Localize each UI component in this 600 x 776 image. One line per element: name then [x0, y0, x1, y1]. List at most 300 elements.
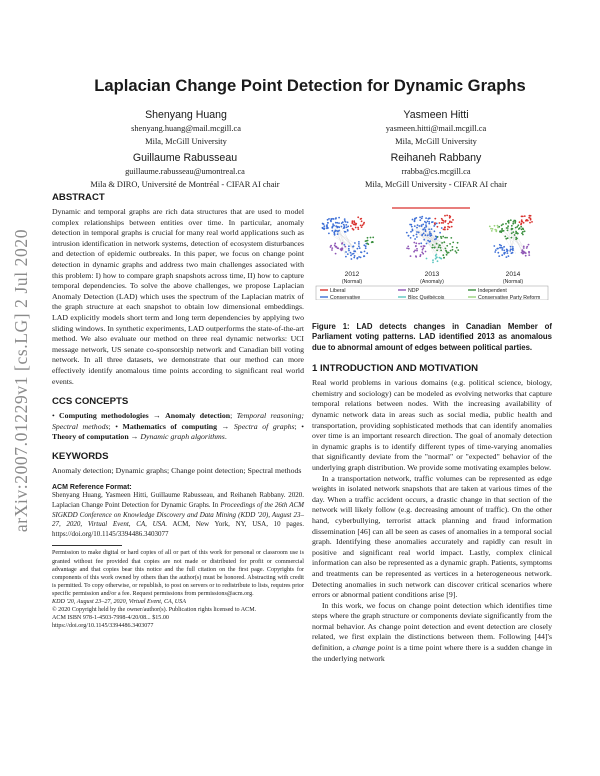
- network-node: [434, 223, 436, 225]
- network-node: [335, 225, 337, 227]
- author-affiliation: Mila, McGill University: [395, 137, 477, 146]
- network-node: [415, 256, 417, 258]
- network-node: [496, 229, 498, 231]
- venue-line: KDD '20, August 23–27, 2020, Virtual Event, CA, USA: [52, 599, 186, 605]
- network-node: [498, 255, 500, 257]
- network-node: [446, 237, 448, 239]
- network-node: [358, 241, 360, 243]
- network-node: [429, 231, 431, 233]
- network-node: [353, 245, 355, 247]
- network-node: [443, 257, 445, 259]
- network-node: [432, 244, 434, 246]
- network-node: [456, 247, 458, 249]
- network-node: [491, 230, 493, 232]
- figure-caption: Figure 1: LAD detects changes in Canadian Member of Parliament voting patterns. LAD identified 2013 as anomalous due to abnormal amount of edges between political parties.: [312, 322, 552, 352]
- network-node: [441, 227, 443, 229]
- network-node: [517, 233, 519, 235]
- network-node: [340, 248, 342, 250]
- network-node: [343, 224, 345, 226]
- network-node: [334, 234, 336, 236]
- network-node: [522, 228, 524, 230]
- network-node: [497, 252, 499, 254]
- network-node: [524, 215, 526, 217]
- network-node: [338, 226, 340, 228]
- network-node: [511, 232, 513, 234]
- network-node: [416, 248, 418, 250]
- network-node: [444, 237, 446, 239]
- network-node: [456, 252, 458, 254]
- network-node: [421, 234, 423, 236]
- right-column: [312, 322, 552, 664]
- ccs-bold2: Anomaly detection: [165, 411, 231, 421]
- network-node: [447, 223, 449, 225]
- network-node: [345, 224, 347, 226]
- copyright-line: © 2020 Copyright held by the owner/author(s). Publication rights licensed to ACM.: [52, 607, 257, 614]
- network-node: [510, 246, 512, 248]
- network-node: [436, 257, 438, 259]
- network-node: [372, 237, 374, 239]
- network-node: [367, 237, 369, 239]
- network-node: [353, 229, 355, 231]
- network-node: [512, 223, 514, 225]
- network-node: [343, 244, 345, 246]
- year-sublabel-2014: (Normal): [502, 279, 524, 285]
- network-node: [341, 243, 343, 245]
- network-node: [507, 250, 509, 252]
- network-node: [528, 217, 530, 219]
- network-node: [328, 233, 330, 235]
- author-block: [56, 109, 316, 148]
- network-node: [323, 225, 325, 227]
- network-node: [358, 243, 360, 245]
- network-node: [419, 216, 421, 218]
- ref-plain: Shenyang Huang, Yasmeen Hitti, Guillaume Rabusseau, and Reihaneh Rabbany. 2020. Laplacian Change Point Detection for Dynamic Graphs. In: [52, 491, 304, 510]
- network-node: [440, 250, 442, 252]
- network-node: [510, 248, 512, 250]
- author-name: Reihaneh Rabbany: [390, 152, 482, 164]
- network-node: [452, 246, 454, 248]
- network-node: [357, 216, 359, 218]
- network-node: [350, 252, 352, 254]
- network-node: [407, 246, 409, 248]
- network-node: [416, 231, 418, 233]
- network-node: [326, 225, 328, 227]
- left-column: [52, 192, 304, 630]
- network-node: [452, 249, 454, 251]
- author-email[interactable]: guillaume.rabusseau@umontreal.ca: [125, 167, 245, 176]
- network-node: [528, 251, 530, 253]
- network-node: [424, 227, 426, 229]
- network-node: [528, 244, 530, 246]
- network-node: [425, 234, 427, 236]
- network-node: [510, 219, 512, 221]
- network-node: [353, 250, 355, 252]
- year-label-2014: 2014: [505, 271, 521, 278]
- network-node: [502, 247, 504, 249]
- network-node: [347, 221, 349, 223]
- legend-liberal: Liberal: [330, 288, 346, 294]
- network-node: [335, 246, 337, 248]
- network-node: [366, 243, 368, 245]
- network-node: [497, 225, 499, 227]
- network-node: [427, 234, 429, 236]
- network-node: [423, 245, 425, 247]
- network-node: [441, 218, 443, 220]
- network-node: [423, 233, 425, 235]
- network-node: [418, 243, 420, 245]
- ccs-main: Theory of computation: [52, 432, 129, 442]
- ccs-arrow: →: [148, 411, 166, 421]
- network-node: [511, 225, 513, 227]
- network-node: [352, 220, 354, 222]
- network-node: [421, 224, 423, 226]
- network-node: [524, 230, 526, 232]
- network-node: [347, 229, 349, 231]
- network-node: [494, 251, 496, 253]
- network-node: [515, 238, 517, 240]
- network-node: [443, 220, 445, 222]
- network-node: [421, 216, 423, 218]
- network-node: [519, 227, 521, 229]
- network-node: [441, 242, 443, 244]
- network-node: [446, 254, 448, 256]
- network-node: [504, 236, 506, 238]
- network-node: [365, 245, 367, 247]
- network-node: [422, 247, 424, 249]
- network-node: [442, 222, 444, 224]
- network-node: [450, 237, 452, 239]
- network-node: [444, 227, 446, 229]
- network-node: [360, 218, 362, 220]
- network-node: [355, 227, 357, 229]
- network-node: [444, 215, 446, 217]
- network-node: [449, 217, 451, 219]
- ccs-italic: Spectra of graphs: [233, 421, 295, 431]
- network-node: [337, 247, 339, 249]
- network-node: [521, 232, 523, 234]
- reference-format-text: [52, 491, 304, 539]
- legend-ndp: NDP: [408, 288, 419, 294]
- network-node: [422, 229, 424, 231]
- permission-notice: Permission to make digital or hard copies of all or part of this work for personal or classroom use is granted without fee provided that copies are not made or distributed for profit or commercial advantage and that copies bear this notice and the full citation on the first page. Copyrights for components of this work owned by others than the author(s) must be honored. Abstracting with credit is permitted. To copy otherwise, or republish, to post on servers or to redistribute to lists, requires prior specific permission and/or a fee. Request permissions from permissions@acm.org.: [52, 550, 304, 597]
- network-node: [501, 254, 503, 256]
- network-node: [515, 227, 517, 229]
- network-node: [428, 228, 430, 230]
- network-node: [512, 246, 514, 248]
- network-node: [442, 236, 444, 238]
- legend-entry: [398, 288, 419, 294]
- network-node: [520, 223, 522, 225]
- network-node: [413, 235, 415, 237]
- network-node: [357, 257, 359, 259]
- network-node: [508, 255, 510, 257]
- network-node: [367, 240, 369, 242]
- network-node: [414, 250, 416, 252]
- network-node: [331, 230, 333, 232]
- network-node: [330, 218, 332, 220]
- network-node: [426, 258, 428, 260]
- network-node: [421, 251, 423, 253]
- author-affiliation: Mila, McGill University: [145, 137, 227, 146]
- network-node: [449, 243, 451, 245]
- ccs-end: ;: [294, 421, 302, 431]
- network-node: [446, 245, 448, 247]
- network-node: [421, 218, 423, 220]
- network-node: [341, 226, 343, 228]
- network-node: [416, 234, 418, 236]
- network-node: [429, 235, 431, 237]
- network-node: [370, 237, 372, 239]
- author-affiliation: Mila, McGill University - CIFAR AI chair: [365, 180, 507, 189]
- network-node: [440, 258, 442, 260]
- network-node: [512, 249, 514, 251]
- network-node: [361, 226, 363, 228]
- network-node: [425, 251, 427, 253]
- network-node: [342, 221, 344, 223]
- network-node: [425, 217, 427, 219]
- network-node: [521, 249, 523, 251]
- network-node: [502, 223, 504, 225]
- network-node: [414, 225, 416, 227]
- network-node: [366, 252, 368, 254]
- intro-paragraph-1: Real world problems in various domains (e.g. political science, biology, chemistry and sociology) can be modeled as evolving networks that capture temporal relations between nodes. With the increasing availability of dynamic network data in areas such as social media, public health and transportation, providing sophisticated methods that can identify anomalies over time is an important research direction. The goal of anomaly detection in dynamic graphs is to identify different types of time-varying anomalies that significantly deviate from the "normal" or "expected" behavior of the underlying graph distribution. We provide some motivating examples below.: [312, 378, 552, 472]
- network-node: [522, 216, 524, 218]
- network-node: [444, 229, 446, 231]
- network-node: [410, 237, 412, 239]
- ccs-end: ;: [108, 421, 116, 431]
- network-node: [446, 215, 448, 217]
- network-node: [511, 237, 513, 239]
- author-email[interactable]: rrabba@cs.mcgill.ca: [401, 167, 471, 176]
- author-name: Guillaume Rabusseau: [132, 152, 238, 164]
- legend-bloc: Bloc Québécois: [408, 295, 445, 300]
- network-node: [425, 230, 427, 232]
- network-node: [527, 220, 529, 222]
- network-node: [445, 248, 447, 250]
- network-node: [360, 257, 362, 259]
- network-node: [425, 224, 427, 226]
- network-node: [451, 221, 453, 223]
- ccs-arrow: →: [216, 421, 234, 431]
- network-node: [506, 256, 508, 258]
- keywords-text: Anomaly detection; Dynamic graphs; Change point detection; Spectral methods: [52, 465, 302, 475]
- isbn-line: ACM ISBN 978-1-4503-7998-4/20/08... $15.00: [52, 615, 169, 622]
- network-node: [505, 238, 507, 240]
- network-node: [501, 229, 503, 231]
- network-node: [427, 218, 429, 220]
- network-node: [447, 228, 449, 230]
- network-node: [437, 260, 439, 262]
- arxiv-stamp: [8, 200, 36, 560]
- author-name: Shenyang Huang: [145, 109, 227, 121]
- network-node: [336, 222, 338, 224]
- network-node: [438, 246, 440, 248]
- network-node: [440, 247, 442, 249]
- network-node: [516, 226, 518, 228]
- network-node: [427, 221, 429, 223]
- network-node: [530, 215, 532, 217]
- network-node: [333, 218, 335, 220]
- network-node: [507, 227, 509, 229]
- network-node: [423, 239, 425, 241]
- network-node: [327, 219, 329, 221]
- network-node: [452, 219, 454, 221]
- network-node: [364, 251, 366, 253]
- network-node: [345, 256, 347, 258]
- intro-paragraph-2: In a transportation network, traffic volumes can be represented as edge weights in isolated network snapshots that are taken at various times of the day. When a traffic accident occurs, a drastic change in that section of the network will likely follow (e.g. decreasing amount of traffic). On the other hand, cyberbullying, terrorist attack planning and fraud information dissemination [46] can all be seen as cases of anomalies in a temporal social graph. Identifying these anomalies accurately and rapidly can result in positive and significant real world impact. Lastly, complex clinical information can also be represented as a dynamic graph. Patients, symptoms and treatments can be represented as vertices in a heterogeneous network. Detecting anomalies in such network can discover critical scenarios where errors or abnormal patient conditions arise [9].: [312, 473, 552, 600]
- network-node: [350, 255, 352, 257]
- network-node: [337, 233, 339, 235]
- network-node: [354, 255, 356, 257]
- ccs-end: .: [224, 432, 227, 442]
- network-node: [324, 227, 326, 229]
- network-node: [428, 223, 430, 225]
- network-node: [523, 222, 525, 224]
- network-node: [426, 243, 428, 245]
- network-node: [497, 227, 499, 229]
- year-sublabel-2012: (Normal): [341, 279, 363, 285]
- network-node: [357, 227, 359, 229]
- network-node: [358, 245, 360, 247]
- network-node: [414, 218, 416, 220]
- network-node: [523, 247, 525, 249]
- network-node: [427, 240, 429, 242]
- network-node: [455, 250, 457, 252]
- author-affiliation: Mila & DIRO, Université de Montréal - CIFAR AI chair: [90, 180, 280, 189]
- network-node: [439, 232, 441, 234]
- network-node: [322, 227, 324, 229]
- network-node: [420, 246, 422, 248]
- network-node: [422, 224, 424, 226]
- network-node: [515, 221, 517, 223]
- legend-entry: [468, 288, 507, 294]
- network-node: [348, 248, 350, 250]
- network-node: [523, 246, 525, 248]
- legend-entry: [468, 295, 540, 300]
- network-node: [434, 230, 436, 232]
- network-node: [525, 255, 527, 257]
- network-node: [344, 218, 346, 220]
- network-node: [431, 228, 433, 230]
- network-node: [517, 224, 519, 226]
- network-node: [357, 228, 359, 230]
- arxiv-id: arXiv:2007.01229v1 [cs.LG] 2 Jul 2020: [11, 228, 32, 532]
- network-node: [350, 225, 352, 227]
- network-node: [451, 226, 453, 228]
- network-node: [434, 247, 436, 249]
- network-node: [363, 223, 365, 225]
- network-node: [445, 250, 447, 252]
- network-node: [347, 226, 349, 228]
- footnote-rule: [52, 545, 122, 546]
- network-node: [344, 220, 346, 222]
- ccs-list: • Computing methodologies → Anomaly detection; Temporal reasoning; Spectral methods; • Mathematics of computing → Spectra of graphs; • Theory of computation → Dynamic graph algorithms.: [52, 411, 304, 442]
- network-node: [431, 221, 433, 223]
- network-node: [505, 223, 507, 225]
- network-node: [500, 245, 502, 247]
- ref-end: ACM, New York, NY, USA, 10 pages. https://doi.org/10.1145/3394486.3403077: [52, 520, 304, 538]
- network-node: [428, 221, 430, 223]
- abstract-text: Dynamic and temporal graphs are rich data structures that are used to model complex relationships between entities over time. In particular, anomaly detection in temporal graphs is crucial for many real world applications such as intrusion identification in network systems, detection of ecosystem disturbances and detection of epidemic outbreaks. In this paper, we focus on change point detection in dynamic graphs and address two main challenges associated with this problem: I) how to compare graph snapshots across time, II) how to capture temporal dependencies. To solve the above challenges, we propose Laplacian Anomaly Detection (LAD) which uses the spectrum of the Laplacian matrix of the graph structure at each snapshot to obtain low dimensional embeddings. LAD explicitly models short term and long term dependencies by applying two sliding windows. In synthetic experiments, LAD outperforms the state-of-the-art method. We also evaluate our method on three real dynamic networks: UCI message network, US senate co-sponsorship network and Canadian bill voting network. In all three datasets, we demonstrate that our method can more effectively identify anomalous time points according to significant real world events.: [52, 207, 304, 386]
- network-node: [412, 219, 414, 221]
- network-node: [334, 243, 336, 245]
- network-node: [436, 250, 438, 252]
- network-node: [345, 251, 347, 253]
- network-node: [361, 252, 363, 254]
- network-node: [429, 240, 431, 242]
- intro-p3-term: change point: [352, 643, 394, 653]
- doi-link[interactable]: https://doi.org/10.1145/3394486.3403077: [52, 623, 154, 630]
- network-node: [437, 236, 439, 238]
- year-label-2013: 2013: [424, 271, 440, 278]
- network-node: [414, 238, 416, 240]
- network-node: [335, 217, 337, 219]
- network-node: [520, 226, 522, 228]
- network-node: [360, 225, 362, 227]
- network-node: [408, 248, 410, 250]
- network-node: [415, 242, 417, 244]
- network-node: [335, 253, 337, 255]
- network-node: [493, 245, 495, 247]
- network-node: [436, 243, 438, 245]
- network-node: [363, 255, 365, 257]
- network-node: [408, 235, 410, 237]
- ccs-arrow: →: [128, 432, 141, 442]
- network-node: [330, 221, 332, 223]
- ccs-main: Mathematics of computing: [122, 421, 217, 431]
- network-node: [501, 224, 503, 226]
- author-email[interactable]: shenyang.huang@mail.mcgill.ca: [131, 124, 241, 133]
- author-name: Yasmeen Hitti: [403, 109, 469, 121]
- network-node: [353, 253, 355, 255]
- network-node: [448, 252, 450, 254]
- network-node: [332, 223, 334, 225]
- network-node: [344, 225, 346, 227]
- network-node: [415, 245, 417, 247]
- network-node: [353, 257, 355, 259]
- network-node: [452, 242, 454, 244]
- network-node: [365, 240, 367, 242]
- network-node: [490, 228, 492, 230]
- network-node: [425, 226, 427, 228]
- network-node: [418, 231, 420, 233]
- ccs-main: Computing methodologies: [59, 411, 149, 421]
- network-node: [414, 220, 416, 222]
- year-label-2012: 2012: [344, 271, 360, 278]
- network-node: [361, 220, 363, 222]
- ref-italic: Proceedings of the 26th ACM SIGKDD Conference on Knowledge Discovery and Data Mining (KDD '20), August 23–27, 2020, Virtual Event, CA, USA.: [52, 501, 304, 529]
- network-node: [457, 249, 459, 251]
- intro-heading: 1 INTRODUCTION AND MOTIVATION: [312, 363, 479, 375]
- reference-format-heading: ACM Reference Format:: [52, 484, 132, 492]
- intro-paragraph-3: [312, 601, 552, 665]
- network-node: [503, 250, 505, 252]
- network-node: [406, 247, 408, 249]
- paper-title: Laplacian Change Point Detection for Dynamic Graphs: [94, 76, 526, 95]
- network-node: [514, 234, 516, 236]
- network-node: [411, 226, 413, 228]
- network-node: [447, 226, 449, 228]
- network-node: [440, 236, 442, 238]
- network-node: [531, 221, 533, 223]
- network-node: [439, 245, 441, 247]
- network-node: [432, 262, 434, 264]
- network-node: [497, 248, 499, 250]
- author-email[interactable]: yasmeen.hitti@mail.mcgill.ca: [385, 124, 487, 133]
- legend-conservative: Conservative: [330, 295, 361, 300]
- network-node: [521, 221, 523, 223]
- network-node: [435, 254, 437, 256]
